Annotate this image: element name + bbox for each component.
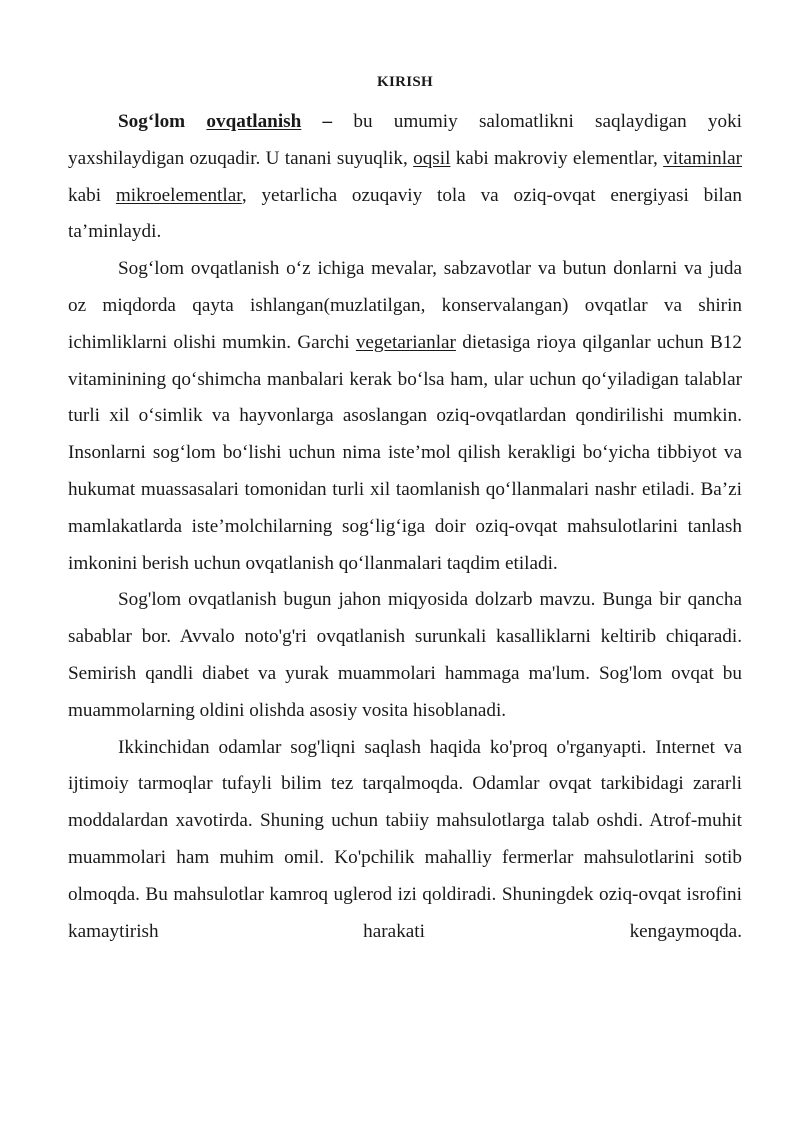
page-title: KIRISH (377, 74, 433, 90)
document-page (68, 0, 742, 1131)
paragraph-awareness: Ikkinchidan odamlar sog'liqni saqlash haqida ko'proq o'rganyapti. Internet va ijtimoiy tarmoqlar tufayli bilim tez tarqalmoqda. Odamlar ovqat tarkibidagi zararli moddalardan xavotirda. Shuning uchun tabiiy mahsulotlarga talab oshdi. Atrof-muhit muammolari ham muhim omil. Ko'pchilik mahalliy fermerlar mahsulotlarini sotib olmoqda. Bu mahsulotlar kamroq uglerod izi qoldiradi. Shuningdek oziq-ovqat isrofini kamaytirish harakati kengaymoqda. (68, 736, 742, 942)
link-vitaminlar[interactable]: vitaminlar (663, 147, 742, 169)
link-mikroelementlar[interactable]: mikroelementlar (115, 184, 242, 206)
paragraph-global-topic: Sog'lom ovqatlanish bugun jahon miqyosida dolzarb mavzu. Bunga bir qancha sabablar bor. Avvalo noto'g'ri ovqatlanish surunkali kasalliklarni keltirib chiqaradi. Semirish qandli diabet va yurak muammolari hammaga ma'lum. Sog'lom ovqat bu muammolarning oldini olishda asosiy vosita hisoblanadi. (68, 589, 742, 721)
paragraph-intro: Sog‘lom ovqatlanish – bu umumiy salomatlikni saqlaydigan yoki yaxshilaydigan ozuqadir. U tanani suyuqlik, oqsil kabi makroviy elementlar, vitaminlar kabi mikroelementlar, yetarlicha ozuqaviy tola va oziq-ovqat energiyasi bilan ta’minlaydi. (68, 111, 743, 243)
document-body (68, 104, 742, 950)
link-ovqatlanish[interactable]: ovqatlanish (206, 111, 302, 132)
lead-term: Sog‘lom ovqatlanish – (118, 111, 333, 132)
link-vegetarianlar[interactable]: vegetarianlar (355, 331, 456, 353)
link-oqsil[interactable]: oqsil (413, 147, 451, 169)
paragraph-diet: Sog‘lom ovqatlanish o‘z ichiga mevalar, sabzavotlar va butun donlarni va juda oz miqdorda qayta ishlangan(muzlatilgan, konservalangan) ovqatlar va shirin ichimliklarni olishi mumkin. Garchi vegetarianlar dietasiga rioya qilganlar uchun B12 vitaminining qo‘shimcha manbalari kerak bo‘lsa ham, ular uchun qo‘yiladigan talablar turli xil o‘simlik va hayvonlarga asoslangan oziq-ovqatlardan qondirilishi mumkin. Insonlarni sog‘lom bo‘lishi uchun nima iste’mol qilish kerakligi bo‘yicha tibbiyot va hukumat muassasalari tomonidan turli xil taomlanish qo‘llanmalari nashr etiladi. Ba’zi mamlakatlarda iste’molchilarning sog‘lig‘iga doir oziq-ovqat mahsulotlarini tanlash imkonini berish uchun ovqatlanish qo‘llanmalari taqdim etiladi. (68, 258, 742, 574)
